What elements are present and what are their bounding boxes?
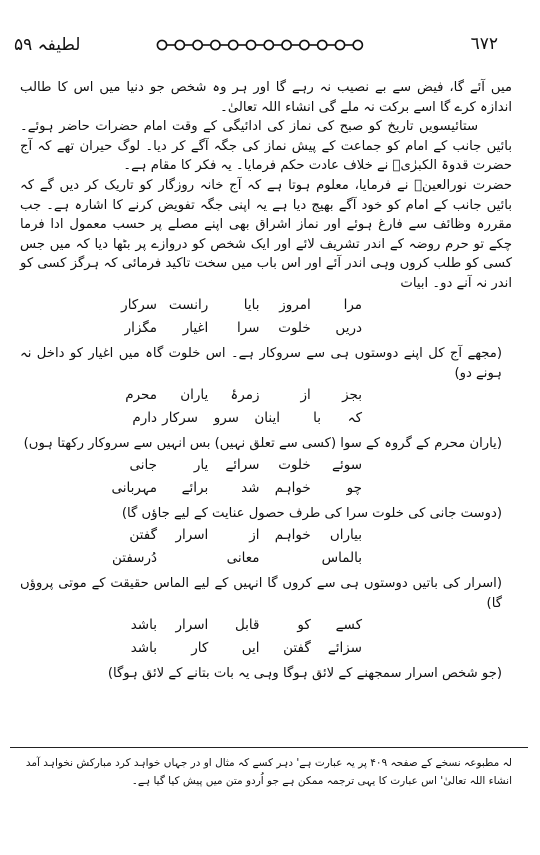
verse-word: قابل — [234, 616, 260, 633]
verse-word: معانی — [226, 549, 260, 566]
verse-word: اغیار — [182, 319, 209, 336]
verse-word: از — [249, 526, 260, 543]
verse-word: ایں — [241, 639, 260, 656]
verse-word: برائے — [181, 479, 209, 496]
verse-word: جانی — [129, 456, 157, 473]
verse-word: کو — [297, 616, 311, 633]
verse-line — [20, 549, 512, 572]
verse-word: سوئے — [332, 456, 362, 473]
verse-word: مرا — [343, 296, 362, 313]
verse-word: زمرۂ — [230, 386, 260, 403]
verse-word: کہ — [347, 409, 362, 426]
verse-word: یار — [193, 456, 209, 473]
verse-word: از — [300, 386, 311, 403]
verse-word: خواہم — [274, 526, 311, 543]
verse-word: خلوت — [278, 319, 311, 336]
verse-word: مگزار — [124, 319, 157, 336]
verse-translation: (اسرار کی باتیں دوستوں ہی سے کروں گا انہیں کے لیے الماس حقیقت کے موتی پروؤں گا) — [20, 575, 502, 611]
verse-word: خلوت — [278, 456, 311, 473]
verse-line — [20, 456, 512, 479]
verse-line — [20, 409, 512, 432]
chapter-label: لطیفہ ۵۹ — [14, 35, 81, 55]
verse-translation: (مجھے آج کل اپنے دوستوں ہی سے سروکار ہے۔ اس خلوت گاہ میں اغیار کو داخل نہ ہونے دو) — [20, 345, 502, 381]
verse-word: بالماس — [321, 549, 362, 566]
verse-word: سرکار — [162, 409, 198, 426]
verse-word: اسرار — [175, 526, 209, 543]
page-number: ٦٧٢ — [470, 34, 498, 54]
verse-word: امروز — [279, 296, 311, 313]
verse-translation: (جو شخص اسرار سمجھنے کے لائق ہوگا وہی یہ بات بتانے کے لائق ہوگا) — [107, 665, 502, 681]
verse-word: سرا — [236, 319, 260, 336]
verse-line — [20, 616, 512, 639]
paragraph-3: حضرت نورالعینؒ نے فرمایا، معلوم ہوتا ہے کہ آج خانہ روزگار کو تاریک کر دیں گے کہ بائیں جانب کے امام کو خود آگے بھیج دیا ہے یہ اپنی جگہ تفویض کرنے کا اشارہ ہے۔ جب مقررہ وظائف سے فارغ ہوئے اور نماز اشراق بھی اپنے مصلے پر حسب معمول ادا فرما چکے تو حرم روضہ کے اندر تشریف لائے اور ایک شخص کو دروازے پر بٹھا دیا کہ میں جس کسی کو طلب کروں وہی اندر آئے اور اس باب میں سخت تاکید فرمائی کہ ہرگز کسی کو اندر نہ آنے دو۔ ابیات — [20, 177, 512, 291]
paragraph-2: ستائیسویں تاریخ کو صبح کی نماز کی ادائیگی کے وقت امام حضرات حاضر ہوئے۔ بائیں جانب کے امام کو جماعت کے پیش نماز کی جگہ آگے کر دیا۔ لوگ حیران تھے کہ آج حضرت قدوۃ الکبرٰیؒ نے خلاف عادت حکم فرمایا۔ یہ فکر کا مقام ہے۔ — [20, 119, 512, 174]
chain-ornament — [155, 38, 365, 52]
verse-word: چو — [346, 479, 362, 496]
verse-line — [20, 319, 512, 342]
verse-word: سرائے — [225, 456, 260, 473]
paragraph-1: میں آئے گا، فیض سے بے نصیب نہ رہے گا اور ہر وہ شخص جو دنیا میں اس کا طالب اندازہ کرے گا اسے برکت نہ ملے گی انشاء اللہ تعالیٰ۔ — [20, 80, 512, 115]
verse-word: دُرسفتن — [111, 549, 157, 566]
verse-word: مہربانی — [111, 479, 157, 496]
verse-word: بیاراں — [329, 526, 362, 543]
verse-word: دارم — [132, 409, 157, 426]
verse-line — [20, 479, 512, 502]
verse-word: سرکار — [121, 296, 157, 313]
verse-word: گفتن — [283, 639, 311, 656]
verse-word: سرو — [213, 409, 239, 426]
verse-word: سزائے — [327, 639, 362, 656]
verse-word: یاران — [180, 386, 209, 403]
page-header — [0, 30, 540, 58]
verse-word: رانست — [168, 296, 209, 313]
verse-word: اسرار — [175, 616, 209, 633]
verse-word: شد — [241, 479, 260, 496]
verse-word: گفتن — [129, 526, 157, 543]
verse-word: خواہم — [274, 479, 311, 496]
poem-section — [20, 296, 512, 684]
footnote-rule — [10, 747, 528, 748]
verse-translation: (یاران محرم کے گروہ کے سوا (کسی سے تعلق نہیں) بس انہیں سے سروکار رکھتا ہوں) — [23, 435, 502, 451]
verse-word: محرم — [125, 386, 157, 403]
verse-word: با — [313, 409, 321, 426]
verse-word: باشد — [130, 616, 157, 633]
verse-word: دریں — [335, 319, 362, 336]
verse-line — [20, 639, 512, 662]
verse-line — [20, 386, 512, 409]
verse-word: باشد — [130, 639, 157, 656]
verse-word: بایا — [243, 296, 260, 313]
page-body — [20, 78, 512, 686]
verse-word: کسے — [335, 616, 362, 633]
verse-word: کار — [191, 639, 209, 656]
verse-word: اینان — [254, 409, 280, 426]
footnote: لہ مطبوعہ نسخے کے صفحہ ۴۰۹ پر یہ عبارت ہے' دہر کسے کہ مثال او در جہاں خواہد کرد مبارکش نخواہد آمد انشاء اللہ تعالیٰ' اس عبارت کا یہی ترجمہ ممکن ہے جو اُردو متن میں پیش کیا گیا ہے۔ — [25, 757, 512, 787]
verse-translation: (دوست جانی کی خلوت سرا کی طرف حصول عنایت کے لیے جاؤں گا) — [121, 505, 502, 521]
verse-word: بجز — [342, 386, 362, 403]
verse-line — [20, 296, 512, 319]
verse-line — [20, 526, 512, 549]
